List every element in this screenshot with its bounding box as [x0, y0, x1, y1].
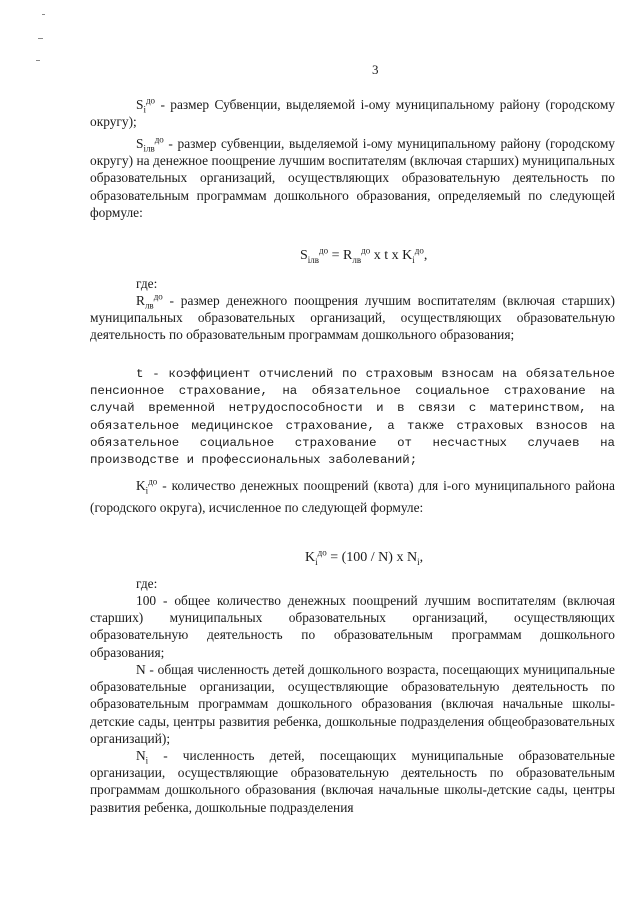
where-label: где: — [136, 276, 158, 291]
definition-n: N - общая численность детей дошкольного возраста, посещающих муниципальные образовательные организации, осуществляющие образовательную деятельность по образовательным программам дошкольного образования (включая начальные школы-детские сады, центры развития ребенка, дошкольные подразделения общеобразовательных организаций); — [90, 662, 615, 746]
where-label: где: — [136, 576, 158, 591]
definition-si: $S_i^{до}$ - размер Субвенции, выделяемой i-ому муниципальному району (городскому округу); — [90, 95, 615, 130]
symbol: S — [136, 136, 144, 151]
symbol: N — [136, 748, 146, 763]
scan-mark — [42, 14, 45, 15]
definition-silv: $S_{iлв}^{до}$ - размер субвенции, выделяемой i-ому муниципальному району (городскому округу) на денежное поощрение лучшим воспитателям (включая старших) муниципальных образовательных организаций, осуществляющих образовательную деятельность по образовательным программам дошкольного образования, определяемый по следующей формуле: — [90, 134, 615, 220]
definition-100: 100 - общее количество денежных поощрений лучшим воспитателям (включая старших) муниципальных образовательных организаций, осуществляющих образовательную деятельность по образовательным программам дошкольного образования; — [90, 593, 615, 660]
definition-ni: $N_i$ - численность детей, посещающих муниципальные образовательные организации, осуществляющие образовательную деятельность по образовательным программам дошкольного образования (включая начальные школы-детские сады, центры развития ребенка, дошкольные подразделения — [90, 748, 615, 815]
scan-mark — [36, 60, 40, 61]
page-number: 3 — [372, 62, 379, 77]
symbol: K — [136, 478, 146, 493]
formula-silv: $S_{iлв}^{до} = R_{лв}^{до}$ x t x $K_i^{до}$, — [300, 245, 428, 265]
formula-ki: $K_i^{до} = (100 / N)$ x $N_i$, — [305, 547, 424, 567]
symbol: R — [136, 293, 145, 308]
scan-mark — [38, 38, 43, 39]
symbol: S — [136, 97, 144, 112]
definition-rlv: $R_{лв}^{до}$ - размер денежного поощрения лучшим воспитателям (включая старших) муниципальных образовательных организаций, осуществляющих образовательную деятельность по образовательным программам дошкольного образования; — [90, 291, 615, 343]
definition-ki: $K_i^{до}$ - количество денежных поощрений (квота) для i-ого муниципального района (городского округа), исчисленное по следующей формуле: — [90, 476, 615, 515]
definition-t: t - коэффициент отчислений по страховым взносам на обязательное пенсионное страхование, на обязательное социальное страхование на случай временной нетрудоспособности и в связи с материнством, на обязательное медицинское страхование, а также страховых взносов на обязательное социальное страхование от несчастных случаев на производстве и профессиональных заболеваний; — [90, 367, 615, 468]
